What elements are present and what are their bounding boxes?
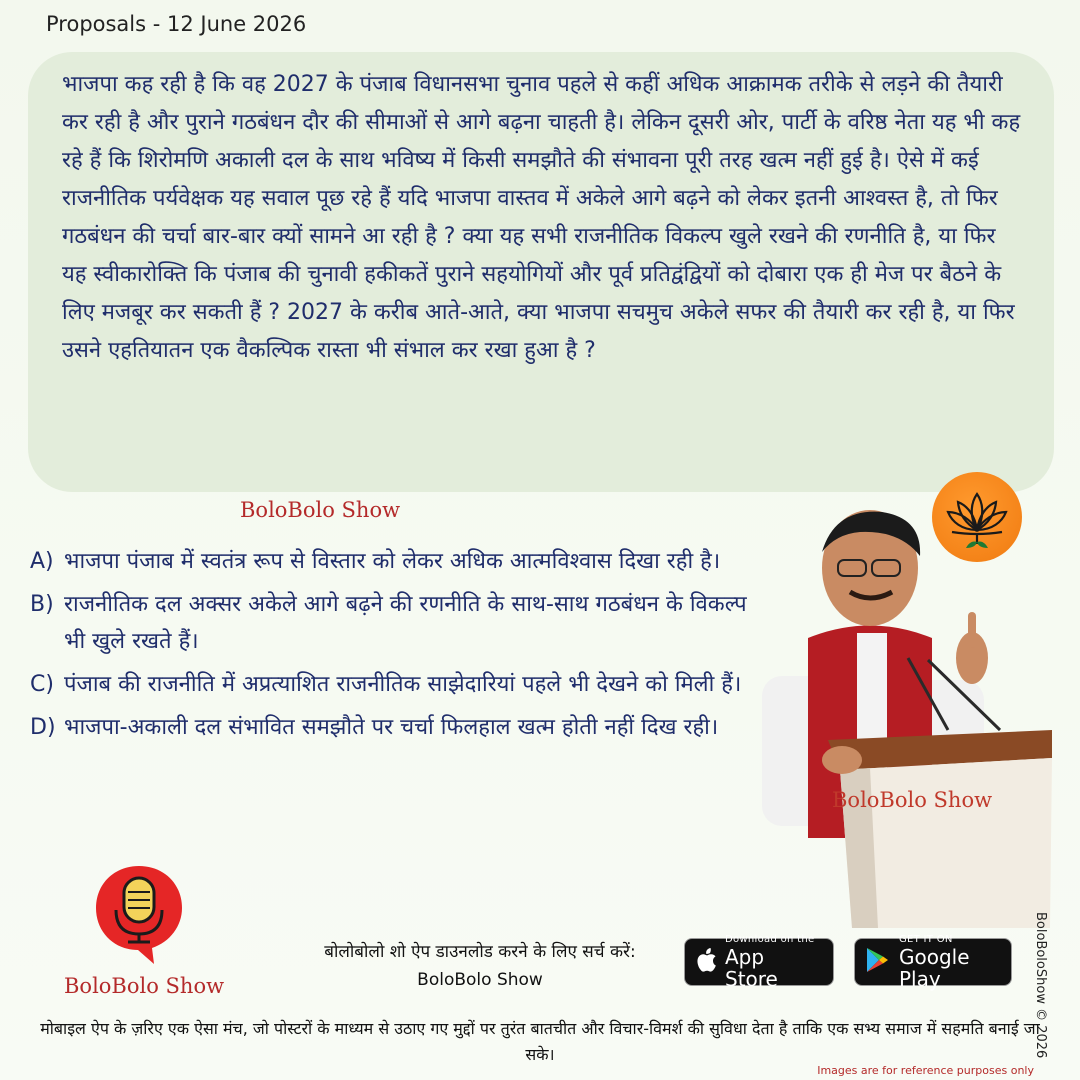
option-text: पंजाब की राजनीति में अप्रत्याशित राजनीतिक साझेदारियां पहले भी देखने को मिली हैं।: [64, 672, 742, 697]
option-a[interactable]: [30, 543, 770, 580]
apple-icon: [695, 947, 717, 977]
brand-logo-text: BoloBolo Show: [64, 974, 225, 998]
question-box: [28, 52, 1054, 492]
option-letter: B): [30, 592, 54, 617]
footer-description: मोबाइल ऐप के ज़रिए एक ऐसा मंच, जो पोस्टरों के माध्यम से उठाए गए मुद्दों पर तुरंत बातचीत और विचार-विमर्श की सुविधा देता है ताकि एक सभ्य समाज में सहमति बनाई जा सके।: [40, 1019, 1040, 1064]
disclaimer-text: Images are for reference purposes only: [817, 1064, 1034, 1077]
option-letter: C): [30, 672, 54, 697]
copyright-text: BoloBoloShow © 2026: [1033, 912, 1048, 1059]
app-store-button[interactable]: [684, 934, 834, 991]
download-line-2: BoloBolo Show: [417, 970, 543, 990]
option-text: भाजपा पंजाब में स्वतंत्र रूप से विस्तार को लेकर अधिक आत्मविश्वास दिखा रही है।: [64, 549, 721, 574]
microphone-icon: [92, 862, 186, 966]
brand-watermark-top: BoloBolo Show: [240, 498, 401, 522]
option-text: राजनीतिक दल अक्सर अकेले आगे बढ़ने की रणनीति के साथ-साथ गठबंधन के विकल्प भी खुले रखते हैं।: [64, 592, 747, 654]
download-line-1: बोलोबोलो शो ऐप डाउनलोड करने के लिए सर्च करें:: [324, 942, 636, 962]
google-play-label: Google Play: [899, 945, 970, 991]
option-c[interactable]: [30, 666, 770, 703]
google-play-button[interactable]: [854, 934, 1012, 991]
options-list: [30, 543, 770, 752]
speaker-illustration: [760, 508, 1060, 928]
brand-watermark-podium: BoloBolo Show: [832, 788, 993, 812]
option-letter: A): [30, 549, 54, 574]
option-text: भाजपा-अकाली दल संभावित समझौते पर चर्चा फिलहाल खत्म होती नहीं दिख रही।: [64, 715, 719, 740]
google-play-icon: [865, 947, 889, 977]
option-b[interactable]: [30, 586, 770, 660]
app-store-small-label: Download on the: [725, 934, 815, 945]
option-d[interactable]: [30, 709, 770, 746]
date-label: Proposals - 12 June 2026: [46, 12, 307, 36]
download-instructions: [270, 938, 690, 994]
google-play-small-label: GET IT ON: [899, 934, 953, 945]
option-letter: D): [30, 715, 56, 740]
question-text: भाजपा कह रही है कि वह 2027 के पंजाब विधानसभा चुनाव पहले से कहीं अधिक आक्रामक तरीके से लड़ने की तैयारी कर रही है और पुराने गठबंधन दौर की सीमाओं से आगे बढ़ना चाहती है। लेकिन दूसरी ओर, पार्टी के वरिष्ठ नेता यह भी कह रहे हैं कि शिरोमणि अकाली दल के साथ भविष्य में किसी समझौते की संभावना पूरी तरह खत्म नहीं हुई है। ऐसे में कई राजनीतिक पर्यवेक्षक यह सवाल पूछ रहे हैं यदि भाजपा वास्तव में अकेले आगे बढ़ने को लेकर इतनी आश्वस्त है, तो फिर गठबंधन की चर्चा बार-बार क्यों सामने आ रही है ? क्या यह सभी राजनीतिक विकल्प खुले रखने की रणनीति है, या फिर यह स्वीकारोक्ति कि पंजाब की चुनावी हकीकतें पुराने सहयोगियों और पूर्व प्रतिद्वंद्वियों को दोबारा एक ही मेज पर बैठने के लिए मजबूर कर सकती हैं ? 2027 के करीब आते-आते, क्या भाजपा सचमुच अकेले सफर की तैयारी कर रही है, या फिर उसने एहतियातन एक वैकल्पिक रास्ता भी संभाल कर रखा हुआ है ?: [62, 72, 1021, 363]
app-store-label: App Store: [725, 945, 778, 991]
